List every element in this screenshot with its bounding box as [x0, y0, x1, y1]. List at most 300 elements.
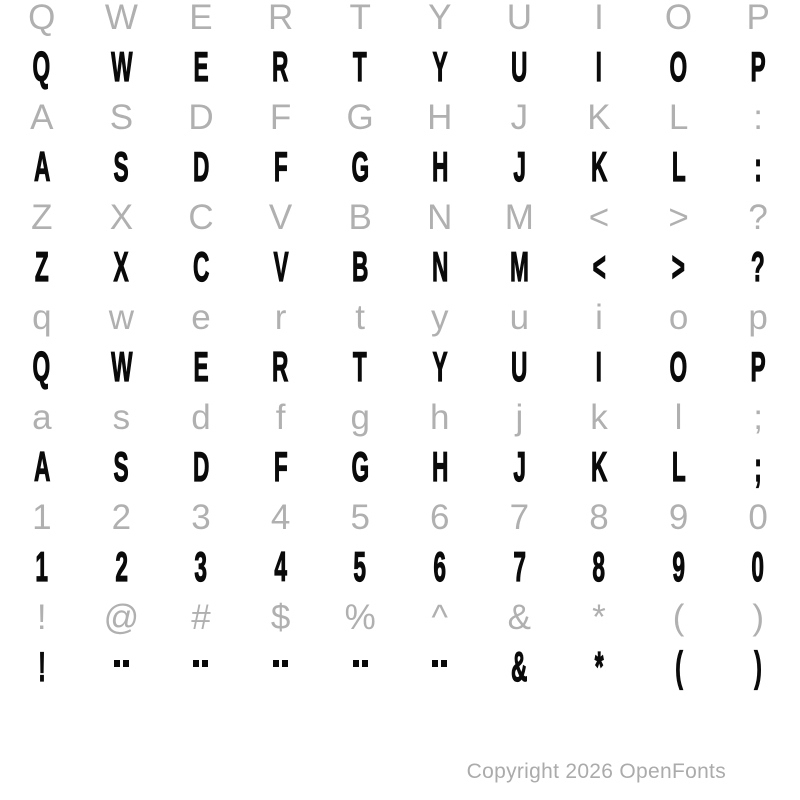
- reference-glyph: q: [32, 297, 52, 337]
- sample-glyph: H: [431, 443, 448, 490]
- reference-glyph: $: [270, 597, 291, 637]
- missing-glyph-dot: [282, 660, 288, 667]
- glyph-cell: [559, 242, 639, 292]
- sample-glyph: X: [113, 243, 129, 290]
- sample-glyph: U: [511, 43, 528, 90]
- glyph-cell: [161, 392, 241, 442]
- glyph-cell: [241, 42, 321, 92]
- glyph-cell: [400, 192, 480, 242]
- sample-glyph: ;: [754, 443, 762, 490]
- glyph-cell: [320, 292, 400, 342]
- missing-glyph-dot: [123, 660, 129, 667]
- sample-glyph: G: [351, 143, 369, 190]
- sample-glyph: 7: [513, 543, 526, 590]
- glyph-cell: [718, 542, 798, 592]
- glyph-cell: [320, 542, 400, 592]
- glyph-cell: [639, 242, 719, 292]
- reference-glyph: V: [268, 197, 293, 237]
- missing-glyph-marks: [114, 660, 129, 667]
- glyph-cell: [241, 92, 321, 142]
- reference-glyph: 0: [748, 497, 768, 537]
- glyph-cell: [82, 192, 162, 242]
- glyph-cell: [718, 242, 798, 292]
- glyph-cell: [480, 342, 560, 392]
- glyph-cell: [241, 392, 321, 442]
- sample-glyph: >: [671, 243, 686, 290]
- missing-glyph-marks: [193, 660, 208, 667]
- glyph-row-reference-8: [2, 392, 798, 442]
- glyph-cell: [639, 92, 719, 142]
- glyph-cell: [2, 642, 82, 692]
- glyph-cell: [559, 442, 639, 492]
- sample-glyph: A: [33, 143, 50, 190]
- glyph-cell: [82, 592, 162, 642]
- sample-glyph: I: [595, 343, 603, 390]
- glyph-cell: [2, 242, 82, 292]
- sample-glyph: W: [110, 343, 133, 390]
- glyph-cell: [82, 42, 162, 92]
- reference-glyph: a: [32, 397, 52, 437]
- sample-glyph: D: [192, 143, 210, 190]
- glyph-cell: [320, 192, 400, 242]
- glyph-cell: [320, 242, 400, 292]
- glyph-row-sample-13: [2, 642, 798, 692]
- glyph-row-sample-1: [2, 42, 798, 92]
- glyph-cell: [161, 642, 241, 692]
- glyph-cell: [2, 342, 82, 392]
- glyph-cell: [480, 142, 560, 192]
- glyph-cell: [559, 642, 639, 692]
- glyph-cell: [2, 142, 82, 192]
- reference-glyph: 7: [509, 497, 530, 537]
- glyph-cell: [480, 642, 560, 692]
- glyph-cell: [718, 342, 798, 392]
- reference-glyph: L: [668, 97, 689, 137]
- missing-glyph-dot: [353, 660, 359, 667]
- reference-glyph: Y: [428, 0, 452, 37]
- glyph-cell: [161, 142, 241, 192]
- reference-glyph: A: [30, 97, 54, 137]
- glyph-cell: [480, 542, 560, 592]
- missing-glyph-dot: [202, 660, 208, 667]
- glyph-cell: [241, 542, 321, 592]
- sample-glyph: Q: [32, 43, 51, 90]
- glyph-cell: [2, 542, 82, 592]
- glyph-cell: [241, 592, 321, 642]
- glyph-cell: [639, 42, 719, 92]
- glyph-cell: [241, 242, 321, 292]
- reference-glyph: C: [188, 197, 214, 237]
- reference-glyph: h: [430, 397, 450, 437]
- reference-glyph: (: [672, 597, 685, 637]
- glyph-cell: [161, 592, 241, 642]
- glyph-cell: [161, 92, 241, 142]
- reference-glyph: e: [191, 297, 211, 337]
- reference-glyph: 9: [668, 497, 689, 537]
- sample-glyph: T: [353, 43, 368, 90]
- glyph-cell: [559, 142, 639, 192]
- glyph-cell: [559, 0, 639, 42]
- glyph-row-reference-10: [2, 492, 798, 542]
- glyph-cell: [480, 42, 560, 92]
- sample-glyph: ?: [751, 243, 766, 290]
- sample-glyph: E: [193, 43, 209, 90]
- glyph-row-reference-4: [2, 192, 798, 242]
- glyph-row-reference-12: [2, 592, 798, 642]
- reference-glyph: 1: [32, 497, 52, 537]
- glyph-cell: [320, 392, 400, 442]
- reference-glyph: 3: [191, 497, 211, 537]
- sample-glyph: V: [273, 243, 289, 290]
- glyph-cell: [161, 492, 241, 542]
- sample-glyph: 8: [592, 543, 606, 590]
- glyph-cell: [639, 392, 719, 442]
- glyph-cell: [639, 642, 719, 692]
- glyph-cell: [639, 342, 719, 392]
- sample-glyph: Y: [432, 43, 448, 90]
- glyph-row-reference-6: [2, 292, 798, 342]
- reference-glyph: 4: [270, 497, 291, 537]
- glyph-cell: [400, 492, 480, 542]
- reference-glyph: E: [189, 0, 213, 37]
- missing-glyph-marks: [273, 660, 288, 667]
- sample-glyph: 4: [274, 543, 287, 590]
- glyph-cell: [559, 42, 639, 92]
- glyph-cell: [718, 642, 798, 692]
- glyph-cell: [480, 442, 560, 492]
- sample-glyph: 0: [751, 543, 765, 590]
- sample-glyph: 9: [672, 543, 685, 590]
- sample-glyph: F: [273, 143, 288, 190]
- sample-glyph: <: [592, 243, 606, 290]
- glyph-cell: [480, 292, 560, 342]
- reference-glyph: W: [104, 0, 138, 37]
- glyph-cell: [82, 392, 162, 442]
- glyph-cell: [320, 0, 400, 42]
- missing-glyph-marks: [432, 660, 447, 667]
- glyph-cell: [320, 492, 400, 542]
- sample-glyph: Y: [432, 343, 448, 390]
- glyph-row-sample-9: [2, 442, 798, 492]
- reference-glyph: ?: [748, 197, 768, 237]
- sample-glyph: 1: [35, 543, 49, 590]
- sample-glyph: F: [273, 443, 288, 490]
- glyph-cell: [320, 642, 400, 692]
- sample-glyph: O: [669, 343, 688, 390]
- glyph-cell: [320, 442, 400, 492]
- reference-glyph: J: [510, 97, 529, 137]
- glyph-cell: [400, 542, 480, 592]
- glyph-grid: [2, 0, 798, 692]
- glyph-cell: [161, 442, 241, 492]
- glyph-cell: [82, 292, 162, 342]
- sample-glyph: B: [351, 243, 369, 290]
- glyph-cell: [82, 242, 162, 292]
- missing-glyph-marks: [353, 660, 368, 667]
- glyph-cell: [161, 242, 241, 292]
- sample-glyph: P: [750, 343, 766, 390]
- glyph-cell: [400, 392, 480, 442]
- reference-glyph: ^: [431, 597, 448, 637]
- sample-glyph: (: [674, 643, 683, 690]
- reference-glyph: U: [506, 0, 532, 37]
- glyph-cell: [241, 442, 321, 492]
- glyph-cell: [559, 292, 639, 342]
- glyph-cell: [480, 242, 560, 292]
- glyph-cell: [559, 342, 639, 392]
- sample-glyph: W: [110, 43, 133, 90]
- glyph-cell: [559, 92, 639, 142]
- glyph-cell: [718, 442, 798, 492]
- glyph-cell: [718, 142, 798, 192]
- glyph-cell: [161, 542, 241, 592]
- sample-glyph: :: [754, 143, 762, 190]
- glyph-cell: [400, 642, 480, 692]
- missing-glyph-dot: [273, 660, 279, 667]
- glyph-cell: [241, 142, 321, 192]
- glyph-cell: [2, 442, 82, 492]
- glyph-cell: [718, 592, 798, 642]
- sample-glyph: Q: [32, 343, 51, 390]
- reference-glyph: Q: [28, 0, 56, 37]
- sample-glyph: ): [754, 643, 762, 690]
- sample-glyph: C: [192, 243, 210, 290]
- sample-glyph: J: [513, 143, 526, 190]
- glyph-cell: [559, 392, 639, 442]
- glyph-cell: [82, 142, 162, 192]
- glyph-cell: [2, 92, 82, 142]
- sample-glyph: P: [750, 43, 766, 90]
- glyph-cell: [400, 242, 480, 292]
- glyph-cell: [2, 192, 82, 242]
- glyph-cell: [559, 592, 639, 642]
- glyph-cell: [161, 292, 241, 342]
- glyph-cell: [400, 292, 480, 342]
- glyph-cell: [559, 492, 639, 542]
- reference-glyph: t: [355, 297, 366, 337]
- glyph-cell: [400, 42, 480, 92]
- reference-glyph: X: [109, 197, 134, 237]
- glyph-cell: [480, 192, 560, 242]
- reference-glyph: P: [746, 0, 770, 37]
- sample-glyph: J: [513, 443, 526, 490]
- sample-glyph: R: [272, 43, 289, 90]
- glyph-row-reference-2: [2, 92, 798, 142]
- sample-glyph: &: [511, 643, 528, 690]
- sample-glyph: O: [669, 43, 688, 90]
- reference-glyph: K: [587, 97, 611, 137]
- reference-glyph: i: [595, 297, 603, 337]
- reference-glyph: B: [348, 197, 372, 237]
- glyph-cell: [639, 442, 719, 492]
- glyph-cell: [82, 492, 162, 542]
- glyph-cell: [2, 42, 82, 92]
- glyph-cell: [320, 142, 400, 192]
- reference-glyph: ;: [753, 397, 763, 437]
- sample-glyph: L: [671, 443, 686, 490]
- glyph-cell: [400, 142, 480, 192]
- sample-glyph: 5: [353, 543, 367, 590]
- glyph-cell: [320, 92, 400, 142]
- reference-glyph: T: [349, 0, 371, 37]
- glyph-cell: [161, 342, 241, 392]
- sample-glyph: S: [113, 443, 129, 490]
- sample-glyph: K: [590, 443, 608, 490]
- reference-glyph: k: [590, 397, 608, 437]
- glyph-cell: [559, 192, 639, 242]
- reference-glyph: g: [350, 397, 370, 437]
- sample-glyph: K: [590, 143, 608, 190]
- sample-glyph: !: [38, 643, 46, 690]
- missing-glyph-dot: [193, 660, 199, 667]
- glyph-cell: [718, 192, 798, 242]
- reference-glyph: 8: [589, 497, 609, 537]
- reference-glyph: M: [504, 197, 534, 237]
- reference-glyph: o: [668, 297, 689, 337]
- glyph-cell: [400, 442, 480, 492]
- glyph-row-sample-5: [2, 242, 798, 292]
- missing-glyph-dot: [362, 660, 368, 667]
- glyph-cell: [400, 342, 480, 392]
- glyph-cell: [161, 42, 241, 92]
- sample-glyph: E: [193, 343, 209, 390]
- glyph-cell: [241, 642, 321, 692]
- reference-glyph: p: [748, 297, 768, 337]
- reference-glyph: j: [515, 397, 524, 437]
- glyph-cell: [82, 0, 162, 42]
- reference-glyph: u: [509, 297, 530, 337]
- glyph-cell: [480, 0, 560, 42]
- glyph-cell: [241, 292, 321, 342]
- glyph-cell: [639, 192, 719, 242]
- reference-glyph: #: [191, 597, 211, 637]
- reference-glyph: d: [191, 397, 211, 437]
- sample-glyph: 3: [194, 543, 208, 590]
- sample-glyph: D: [192, 443, 210, 490]
- glyph-cell: [718, 292, 798, 342]
- glyph-cell: [161, 192, 241, 242]
- glyph-cell: [82, 642, 162, 692]
- glyph-cell: [241, 192, 321, 242]
- reference-glyph: >: [668, 197, 689, 237]
- reference-glyph: 2: [111, 497, 132, 537]
- glyph-cell: [718, 92, 798, 142]
- sample-glyph: S: [113, 143, 129, 190]
- glyph-cell: [82, 542, 162, 592]
- glyph-cell: [559, 542, 639, 592]
- glyph-row-sample-7: [2, 342, 798, 392]
- glyph-cell: [718, 42, 798, 92]
- glyph-cell: [400, 92, 480, 142]
- reference-glyph: 6: [430, 497, 450, 537]
- glyph-cell: [639, 142, 719, 192]
- glyph-cell: [82, 92, 162, 142]
- reference-glyph: D: [188, 97, 214, 137]
- reference-glyph: I: [594, 0, 604, 37]
- glyph-row-sample-3: [2, 142, 798, 192]
- glyph-row-reference-0: [2, 0, 798, 42]
- glyph-cell: [161, 0, 241, 42]
- reference-glyph: Z: [31, 197, 53, 237]
- sample-glyph: R: [272, 343, 289, 390]
- reference-glyph: @: [103, 597, 140, 637]
- glyph-cell: [639, 592, 719, 642]
- glyph-cell: [718, 392, 798, 442]
- reference-glyph: F: [269, 97, 292, 137]
- glyph-cell: [2, 0, 82, 42]
- glyph-cell: [480, 492, 560, 542]
- glyph-cell: [718, 0, 798, 42]
- glyph-cell: [639, 492, 719, 542]
- glyph-cell: [241, 492, 321, 542]
- sample-glyph: 2: [115, 543, 128, 590]
- reference-glyph: S: [109, 97, 134, 137]
- reference-glyph: O: [664, 0, 693, 37]
- glyph-cell: [2, 592, 82, 642]
- reference-glyph: l: [674, 397, 683, 437]
- reference-glyph: ): [752, 597, 764, 637]
- reference-glyph: 5: [350, 497, 370, 537]
- glyph-cell: [82, 442, 162, 492]
- sample-glyph: T: [353, 343, 368, 390]
- glyph-cell: [82, 342, 162, 392]
- reference-glyph: s: [112, 397, 131, 437]
- glyph-cell: [320, 342, 400, 392]
- glyph-cell: [639, 542, 719, 592]
- reference-glyph: <: [588, 197, 610, 237]
- sample-glyph: L: [671, 143, 686, 190]
- sample-glyph: U: [511, 343, 528, 390]
- glyph-cell: [400, 592, 480, 642]
- glyph-cell: [241, 342, 321, 392]
- reference-glyph: R: [267, 0, 294, 37]
- glyph-cell: [320, 592, 400, 642]
- glyph-cell: [400, 0, 480, 42]
- sample-glyph: *: [594, 643, 604, 690]
- reference-glyph: N: [427, 197, 453, 237]
- sample-glyph: G: [351, 443, 369, 490]
- sample-glyph: M: [509, 243, 529, 290]
- glyph-cell: [718, 492, 798, 542]
- glyph-cell: [2, 392, 82, 442]
- sample-glyph: 6: [433, 543, 447, 590]
- sample-glyph: H: [431, 143, 448, 190]
- missing-glyph-dot: [432, 660, 438, 667]
- reference-glyph: r: [274, 297, 287, 337]
- glyph-cell: [480, 92, 560, 142]
- reference-glyph: %: [344, 597, 376, 637]
- reference-glyph: *: [592, 597, 606, 637]
- sample-glyph: Z: [34, 243, 49, 290]
- reference-glyph: :: [753, 97, 763, 137]
- glyph-cell: [241, 0, 321, 42]
- glyph-row-sample-11: [2, 542, 798, 592]
- sample-glyph: A: [33, 443, 50, 490]
- reference-glyph: f: [275, 397, 286, 437]
- reference-glyph: &: [507, 597, 532, 637]
- glyph-cell: [639, 292, 719, 342]
- glyph-cell: [480, 392, 560, 442]
- glyph-cell: [320, 42, 400, 92]
- sample-glyph: N: [431, 243, 448, 290]
- sample-glyph: I: [595, 43, 603, 90]
- missing-glyph-dot: [441, 660, 447, 667]
- reference-glyph: w: [108, 297, 135, 337]
- glyph-cell: [480, 592, 560, 642]
- glyph-cell: [2, 292, 82, 342]
- missing-glyph-dot: [114, 660, 120, 667]
- reference-glyph: !: [36, 597, 47, 637]
